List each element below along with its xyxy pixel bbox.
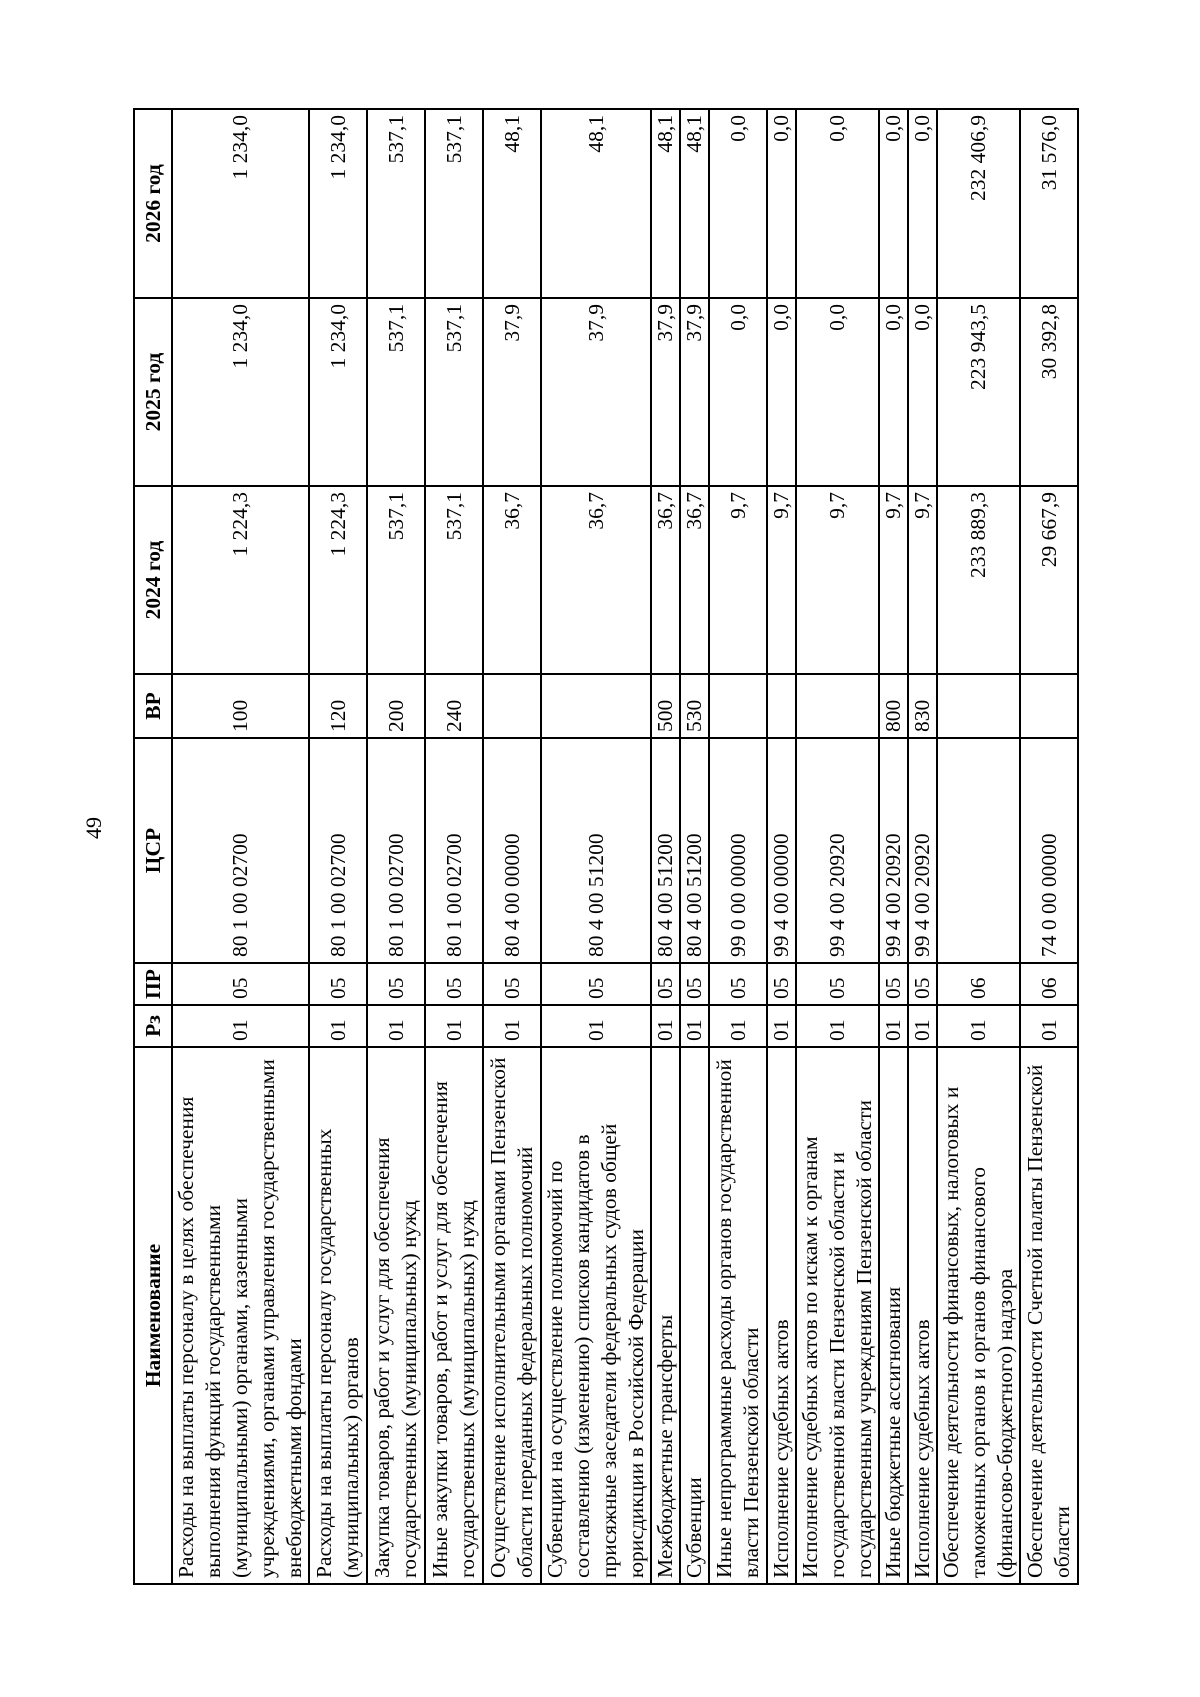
row-csr: 99 4 00 20920 xyxy=(908,738,937,963)
row-2024: 29 667,9 xyxy=(1020,486,1078,674)
table-row xyxy=(709,109,767,1584)
row-2026: 537,1 xyxy=(367,109,425,298)
table-row xyxy=(367,109,425,1584)
row-rz: 01 xyxy=(908,1005,937,1047)
row-2026: 1 234,0 xyxy=(309,109,367,298)
header-2026: 2026 год xyxy=(134,109,172,298)
row-pr: 05 xyxy=(709,963,767,1005)
row-2025: 0,0 xyxy=(709,298,767,486)
table-header-row xyxy=(134,109,172,1584)
row-pr: 05 xyxy=(651,963,680,1005)
header-csr: ЦСР xyxy=(134,738,172,963)
row-csr: 99 4 00 00000 xyxy=(767,738,796,963)
row-name: Иные закупки товаров, работ и услуг для обеспечения государственных (муниципальных) нужд xyxy=(425,1047,483,1584)
row-2025: 0,0 xyxy=(908,298,937,486)
row-rz: 01 xyxy=(309,1005,367,1047)
row-2024: 9,7 xyxy=(767,486,796,674)
row-pr: 05 xyxy=(767,963,796,1005)
row-csr: 80 1 00 02700 xyxy=(425,738,483,963)
row-vr: 500 xyxy=(651,674,680,738)
row-2024: 36,7 xyxy=(651,486,680,674)
row-pr: 05 xyxy=(309,963,367,1005)
row-2025: 37,9 xyxy=(483,298,541,486)
row-pr: 06 xyxy=(937,963,1020,1005)
row-2025: 537,1 xyxy=(425,298,483,486)
row-2024: 9,7 xyxy=(908,486,937,674)
row-2025: 1 234,0 xyxy=(309,298,367,486)
row-2025: 0,0 xyxy=(796,298,879,486)
row-2026: 31 576,0 xyxy=(1020,109,1078,298)
row-csr: 80 1 00 02700 xyxy=(172,738,309,963)
row-vr xyxy=(937,674,1020,738)
row-pr: 05 xyxy=(172,963,309,1005)
row-vr xyxy=(796,674,879,738)
header-vr: ВР xyxy=(134,674,172,738)
row-pr: 05 xyxy=(680,963,709,1005)
row-rz: 01 xyxy=(367,1005,425,1047)
row-2025: 30 392,8 xyxy=(1020,298,1078,486)
row-vr: 800 xyxy=(879,674,908,738)
row-rz: 01 xyxy=(709,1005,767,1047)
row-csr: 99 0 00 00000 xyxy=(709,738,767,963)
row-name: Исполнение судебных актов xyxy=(908,1047,937,1584)
row-2024: 9,7 xyxy=(879,486,908,674)
row-vr: 830 xyxy=(908,674,937,738)
row-pr: 05 xyxy=(425,963,483,1005)
row-csr: 99 4 00 20920 xyxy=(796,738,879,963)
row-2024: 36,7 xyxy=(680,486,709,674)
row-rz: 01 xyxy=(767,1005,796,1047)
row-2024: 1 224,3 xyxy=(172,486,309,674)
table-row xyxy=(309,109,367,1584)
row-name: Закупка товаров, работ и услуг для обеспечения государственных (муниципальных) нужд xyxy=(367,1047,425,1584)
row-csr: 80 1 00 02700 xyxy=(367,738,425,963)
header-name: Наименование xyxy=(134,1047,172,1584)
row-vr: 120 xyxy=(309,674,367,738)
row-2026: 0,0 xyxy=(796,109,879,298)
row-2026: 0,0 xyxy=(879,109,908,298)
row-pr: 05 xyxy=(796,963,879,1005)
table-row xyxy=(651,109,680,1584)
row-vr: 200 xyxy=(367,674,425,738)
header-pr: ПР xyxy=(134,963,172,1005)
row-name: Обеспечение деятельности финансовых, налоговых и таможенных органов и органов финансового (финансово-бюджетного) надзора xyxy=(937,1047,1020,1584)
table-row xyxy=(879,109,908,1584)
table-row xyxy=(937,109,1020,1584)
row-2026: 537,1 xyxy=(425,109,483,298)
row-name: Субвенции на осуществление полномочий по составлению (изменению) списков кандидатов в присяжные заседатели федеральных судов общей юрисдикции в Российской Федерации xyxy=(541,1047,651,1584)
row-2025: 0,0 xyxy=(767,298,796,486)
table-row xyxy=(796,109,879,1584)
row-name: Исполнение судебных актов xyxy=(767,1047,796,1584)
row-name: Расходы на выплаты персоналу государственных (муниципальных) органов xyxy=(309,1047,367,1584)
row-csr: 99 4 00 20920 xyxy=(879,738,908,963)
row-pr: 05 xyxy=(483,963,541,1005)
row-name: Иные бюджетные ассигнования xyxy=(879,1047,908,1584)
row-2026: 48,1 xyxy=(680,109,709,298)
row-rz: 01 xyxy=(483,1005,541,1047)
row-name: Осуществление исполнительными органами Пензенской области переданных федеральных полномочий xyxy=(483,1047,541,1584)
row-csr: 80 1 00 02700 xyxy=(309,738,367,963)
row-2026: 0,0 xyxy=(908,109,937,298)
row-rz: 01 xyxy=(541,1005,651,1047)
row-vr xyxy=(709,674,767,738)
rotated-table-container xyxy=(133,110,1073,1585)
row-2024: 9,7 xyxy=(796,486,879,674)
row-2024: 537,1 xyxy=(367,486,425,674)
row-csr: 80 4 00 51200 xyxy=(651,738,680,963)
header-2024: 2024 год xyxy=(134,486,172,674)
row-vr xyxy=(767,674,796,738)
row-csr: 80 4 00 00000 xyxy=(483,738,541,963)
row-2024: 36,7 xyxy=(483,486,541,674)
table-row xyxy=(680,109,709,1584)
row-2025: 37,9 xyxy=(541,298,651,486)
header-2025: 2025 год xyxy=(134,298,172,486)
row-2024: 9,7 xyxy=(709,486,767,674)
row-pr: 05 xyxy=(908,963,937,1005)
row-name: Межбюджетные трансферты xyxy=(651,1047,680,1584)
row-name: Расходы на выплаты персоналу в целях обеспечения выполнения функций государственными (муниципальными) органами, казенными учреждениями, органами управления государственными внебюджетными фондами xyxy=(172,1047,309,1584)
table-row xyxy=(908,109,937,1584)
row-name: Исполнение судебных актов по искам к органам государственной власти Пензенской области и государственным учреждениям Пензенской области xyxy=(796,1047,879,1584)
row-2026: 0,0 xyxy=(767,109,796,298)
table-row xyxy=(425,109,483,1584)
row-csr: 80 4 00 51200 xyxy=(680,738,709,963)
row-2026: 0,0 xyxy=(709,109,767,298)
row-2026: 48,1 xyxy=(651,109,680,298)
row-rz: 01 xyxy=(651,1005,680,1047)
row-2026: 232 406,9 xyxy=(937,109,1020,298)
row-2025: 1 234,0 xyxy=(172,298,309,486)
table-row xyxy=(1020,109,1078,1584)
row-rz: 01 xyxy=(172,1005,309,1047)
table-row xyxy=(172,109,309,1584)
row-csr: 80 4 00 51200 xyxy=(541,738,651,963)
row-2025: 0,0 xyxy=(879,298,908,486)
row-vr xyxy=(1020,674,1078,738)
table-row xyxy=(767,109,796,1584)
table-row xyxy=(541,109,651,1584)
budget-table xyxy=(133,108,1079,1585)
row-pr: 06 xyxy=(1020,963,1078,1005)
table-row xyxy=(483,109,541,1584)
row-vr xyxy=(483,674,541,738)
header-rz: Рз xyxy=(134,1005,172,1047)
row-name: Субвенции xyxy=(680,1047,709,1584)
row-rz: 01 xyxy=(796,1005,879,1047)
row-pr: 05 xyxy=(541,963,651,1005)
row-2026: 48,1 xyxy=(541,109,651,298)
row-csr xyxy=(937,738,1020,963)
row-vr: 530 xyxy=(680,674,709,738)
row-pr: 05 xyxy=(367,963,425,1005)
page-number: 49 xyxy=(81,817,106,839)
row-vr xyxy=(541,674,651,738)
row-vr: 240 xyxy=(425,674,483,738)
row-2024: 537,1 xyxy=(425,486,483,674)
row-rz: 01 xyxy=(680,1005,709,1047)
row-2026: 1 234,0 xyxy=(172,109,309,298)
row-2025: 537,1 xyxy=(367,298,425,486)
row-vr: 100 xyxy=(172,674,309,738)
row-2025: 223 943,5 xyxy=(937,298,1020,486)
row-pr: 05 xyxy=(879,963,908,1005)
row-2024: 1 224,3 xyxy=(309,486,367,674)
row-csr: 74 0 00 00000 xyxy=(1020,738,1078,963)
row-name: Обеспечение деятельности Счетной палаты Пензенской области xyxy=(1020,1047,1078,1584)
row-2026: 48,1 xyxy=(483,109,541,298)
row-rz: 01 xyxy=(425,1005,483,1047)
row-2025: 37,9 xyxy=(680,298,709,486)
row-2024: 233 889,3 xyxy=(937,486,1020,674)
row-2025: 37,9 xyxy=(651,298,680,486)
row-rz: 01 xyxy=(1020,1005,1078,1047)
row-rz: 01 xyxy=(937,1005,1020,1047)
row-name: Иные непрограммные расходы органов государственной власти Пензенской области xyxy=(709,1047,767,1584)
row-2024: 36,7 xyxy=(541,486,651,674)
row-rz: 01 xyxy=(879,1005,908,1047)
